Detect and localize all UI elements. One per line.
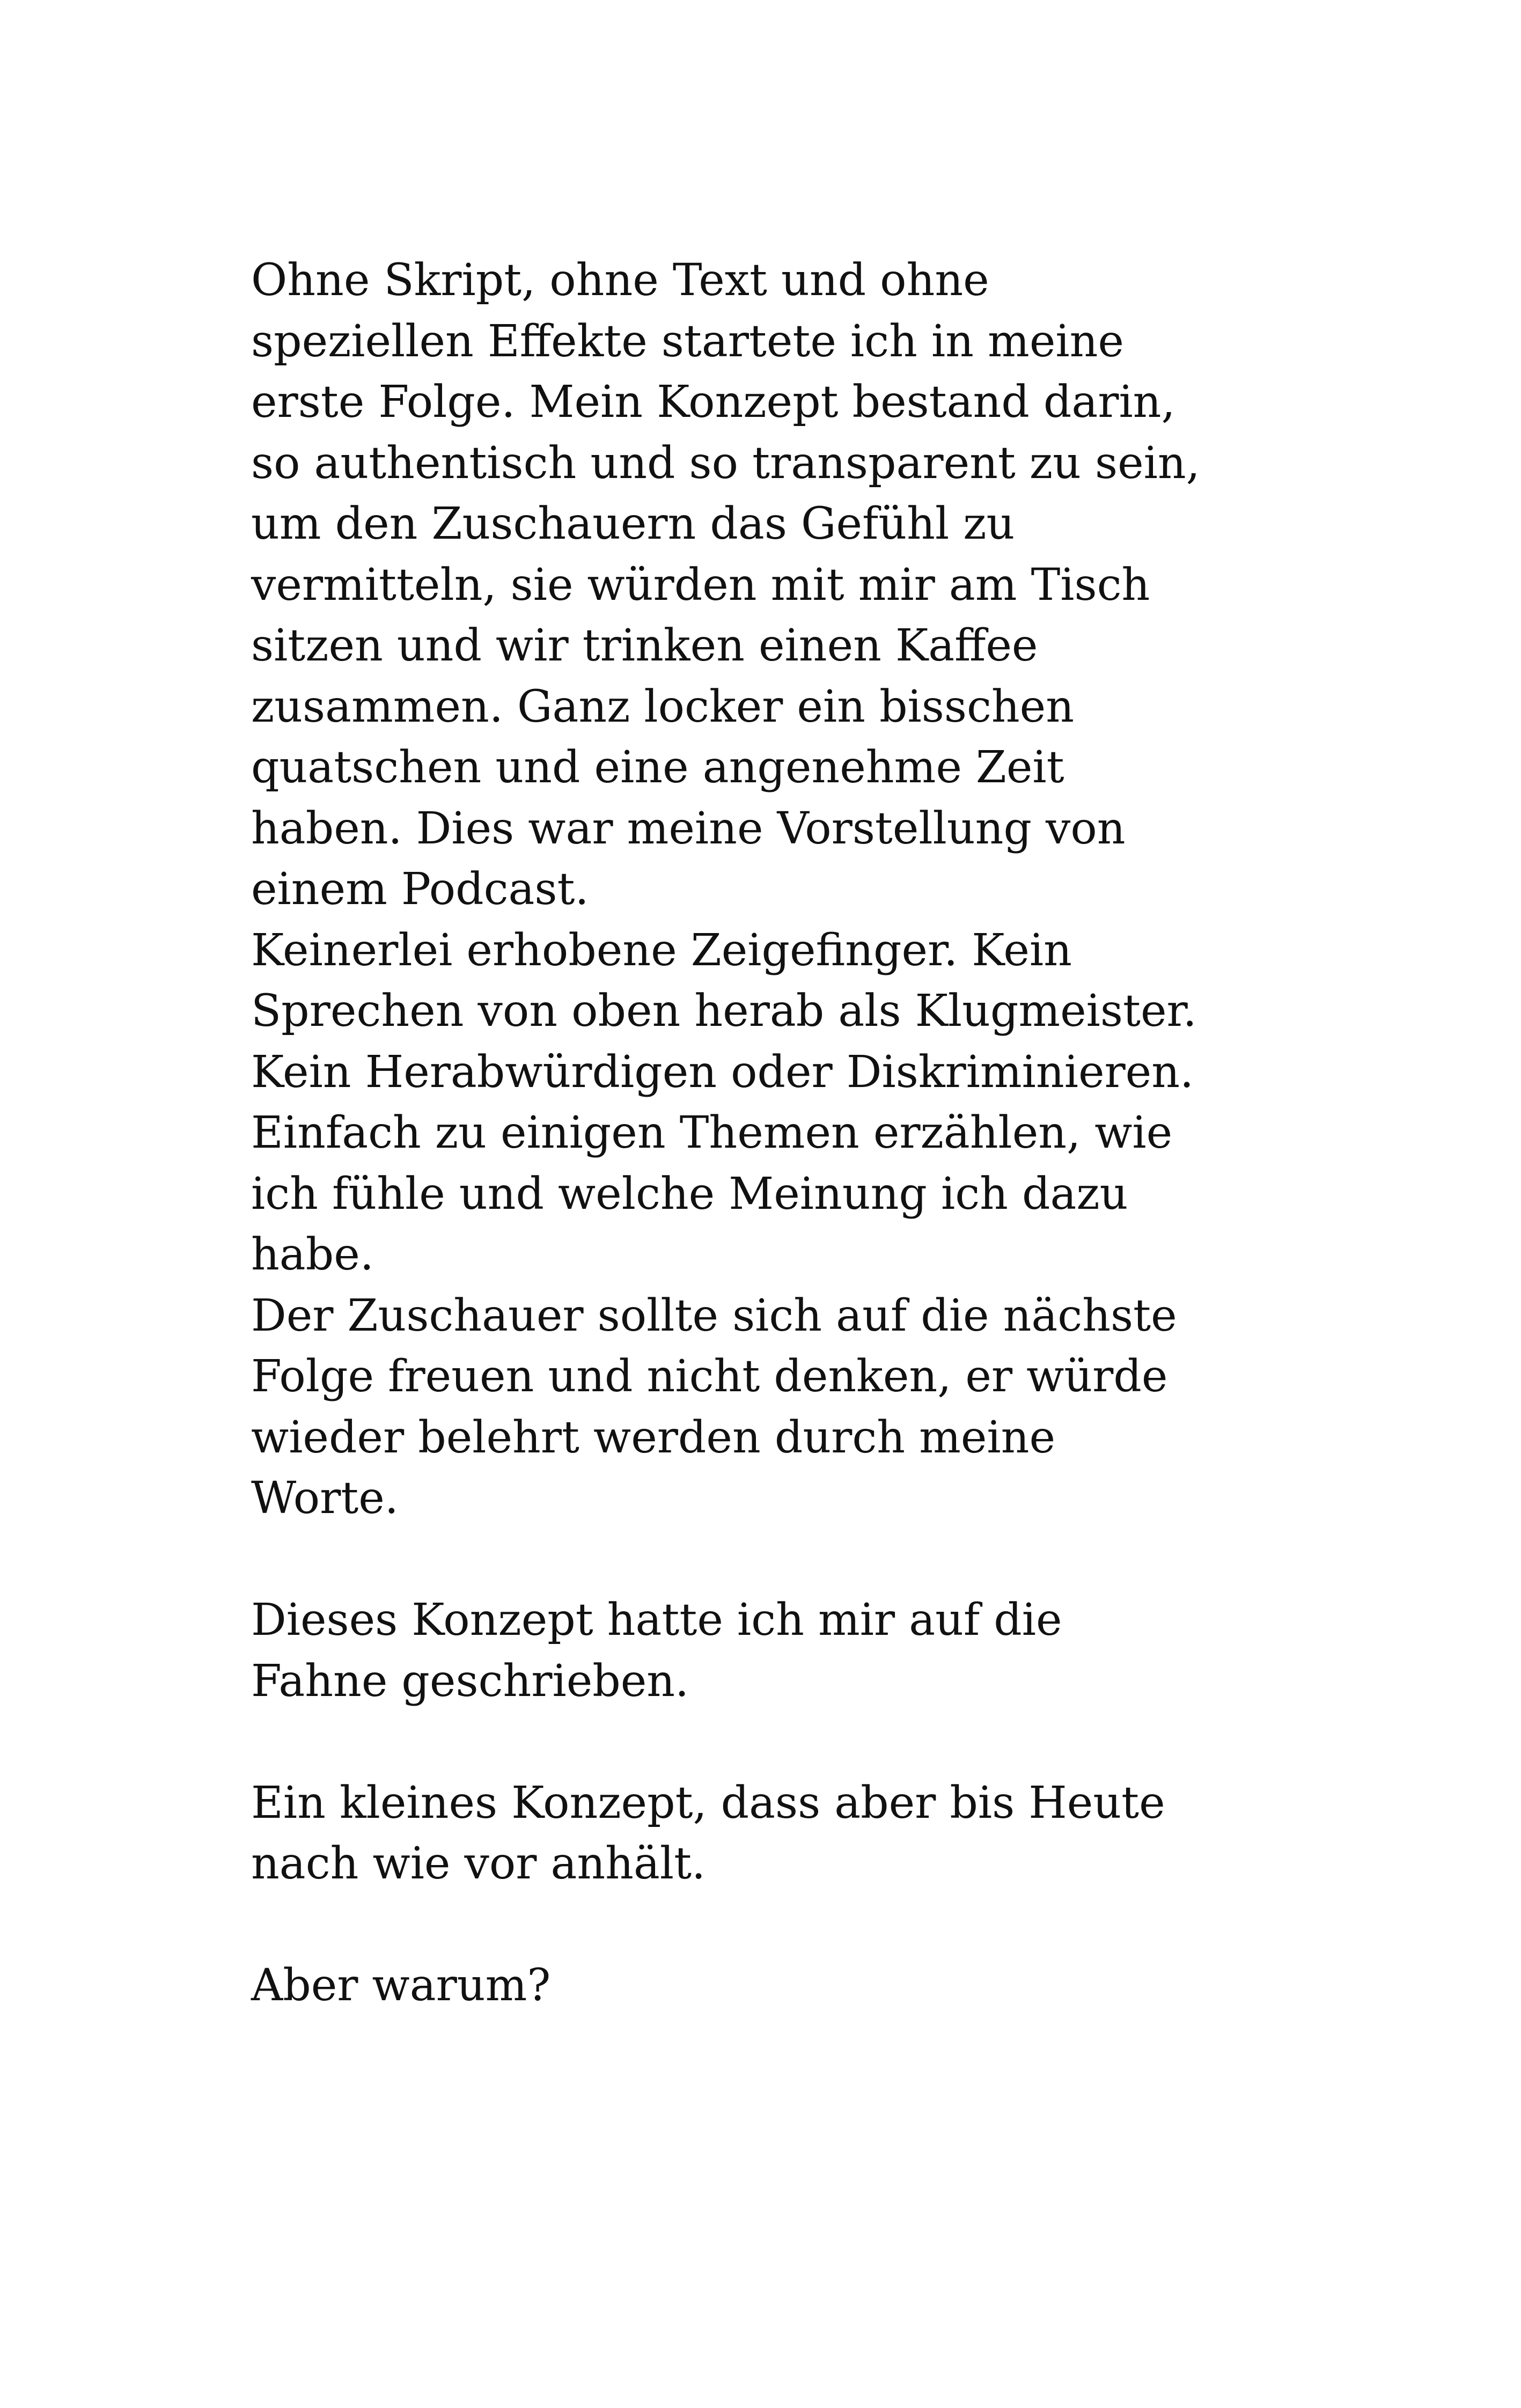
text-line: Worte.	[251, 1473, 399, 1524]
text-line: Der Zuschauer sollte sich auf die nächste	[251, 1290, 1177, 1341]
paragraph-3	[251, 1773, 1324, 1895]
text-line: haben. Dies war meine Vorstellung von	[251, 803, 1126, 854]
text-line: vermitteln, sie würden mit mir am Tisch	[251, 559, 1150, 611]
text-line: wieder belehrt werden durch meine	[251, 1412, 1055, 1463]
text-line: Ohne Skript, ohne Text und ohne	[251, 255, 989, 306]
text-line: erste Folge. Mein Konzept bestand darin,	[251, 377, 1175, 428]
paragraph-1	[251, 250, 1324, 1529]
paragraph-gap	[251, 1895, 1324, 1956]
text-line: Kein Herabwürdigen oder Diskriminieren.	[251, 1046, 1194, 1098]
text-line: Folge freuen und nicht denken, er würde	[251, 1351, 1168, 1402]
text-line: Sprechen von oben herab als Klugmeister.	[251, 986, 1197, 1037]
text-line: quatschen und eine angenehme Zeit	[251, 742, 1064, 793]
text-line: um den Zuschauern das Gefühl zu	[251, 498, 1015, 549]
text-line: Aber warum?	[251, 1960, 551, 2011]
text-line: Dieses Konzept hatte ich mir auf die	[251, 1595, 1062, 1646]
text-line: Keinerlei erhobene Zeigefinger. Kein	[251, 924, 1072, 976]
text-line: Fahne geschrieben.	[251, 1655, 689, 1707]
text-line: so authentisch und so transparent zu sein,	[251, 437, 1200, 489]
text-line: ich fühle und welche Meinung ich dazu	[251, 1168, 1128, 1220]
text-line: sitzen und wir trinken einen Kaffee	[251, 620, 1038, 671]
text-line: nach wie vor anhält.	[251, 1838, 706, 1889]
text-line: habe.	[251, 1229, 374, 1280]
paragraph-gap	[251, 1712, 1324, 1773]
paragraph-2	[251, 1590, 1324, 1712]
text-line: zusammen. Ganz locker ein bisschen	[251, 681, 1075, 732]
text-line: einem Podcast.	[251, 864, 589, 915]
text-line: speziellen Effekte startete ich in meine	[251, 315, 1124, 367]
paragraph-gap	[251, 1529, 1324, 1590]
body-text	[251, 250, 1324, 2016]
text-line: Einfach zu einigen Themen erzählen, wie	[251, 1107, 1173, 1158]
text-line: Ein kleines Konzept, dass aber bis Heute	[251, 1777, 1165, 1829]
paragraph-4	[251, 1955, 1324, 2016]
